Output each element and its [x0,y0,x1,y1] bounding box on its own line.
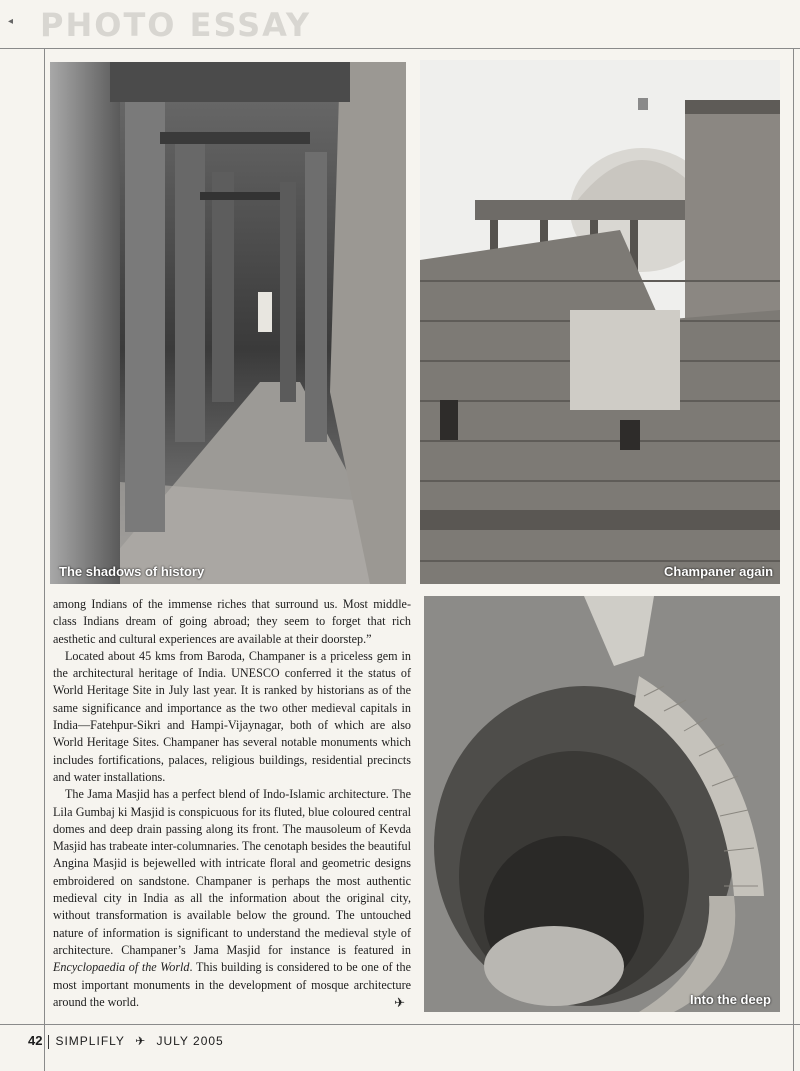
article-paragraph: Located about 45 kms from Baroda, Champaner is a priceless gem in the architectural heritage of India. UNESCO conferred it the status of World Heritage Site in July last year. It is ranked by historians as of the same significance and importance as the two other medieval capitals in India—Fatehpur-Sikri and Hampi-Vijaynagar, both of which are also World Heritage Sites. Champaner has several notable monuments which includes fortifications, palaces, religious buildings, residential precincts and water installations. [53,648,411,784]
page-footer [28,1033,224,1049]
article-body [53,596,411,1011]
photo-caption: The shadows of history [59,564,205,579]
article-paragraph [53,786,411,1011]
article-paragraph: among Indians of the immense riches that surround us. Most middle-class Indians dream of going abroad; they seem to forget that rich aesthetic and cultural experiences are available at their doorstep.” [53,597,411,646]
plane-icon: ✈ [135,1034,147,1048]
article-text: The Jama Masjid has a perfect blend of Indo-Islamic architecture. The Lila Gumbaj ki Masjid is conspicuous for its fluted, blue coloured central domes and deep drain passing along its front. The mausoleum of Kevda Masjid has trabeate inter-columnaries. The cenotaph besides the beautiful Angina Masjid is bejewelled with intricate floral and geometric designs embroidered on sandstone. Champaner is perhaps the most authentic medieval city in India as all the information about the original city, without transformation is available below the ground. The untouched nature of information is significant to understand the medieval style of architecture. Champaner’s Jama Masjid for instance is featured in [53,787,411,957]
article-text: . This building is considered to be one of the most important monuments in the development of mosque architecture around the world. [53,960,412,1009]
page-number: 42 [28,1033,43,1048]
right-rule [793,48,794,1071]
photo-stepwell [424,596,780,1012]
photo-domed-building [420,60,780,584]
issue-date: JULY 2005 [156,1034,224,1048]
registration-mark: ◂ [8,16,14,27]
book-title: Encyclopaedia of the World [53,960,190,975]
bottom-rule [0,1024,800,1025]
photo-pillared-corridor [50,62,406,584]
photo-caption: Into the deep [690,992,771,1007]
left-rule [44,48,45,1071]
magazine-name: SIMPLIFLY [55,1034,125,1048]
top-rule [0,48,800,49]
end-plane-icon: ✈ [394,994,405,1010]
ghost-header-text: PHOTO ESSAY [40,6,311,44]
footer-separator [48,1035,49,1049]
photo-caption: Champaner again [664,564,774,579]
